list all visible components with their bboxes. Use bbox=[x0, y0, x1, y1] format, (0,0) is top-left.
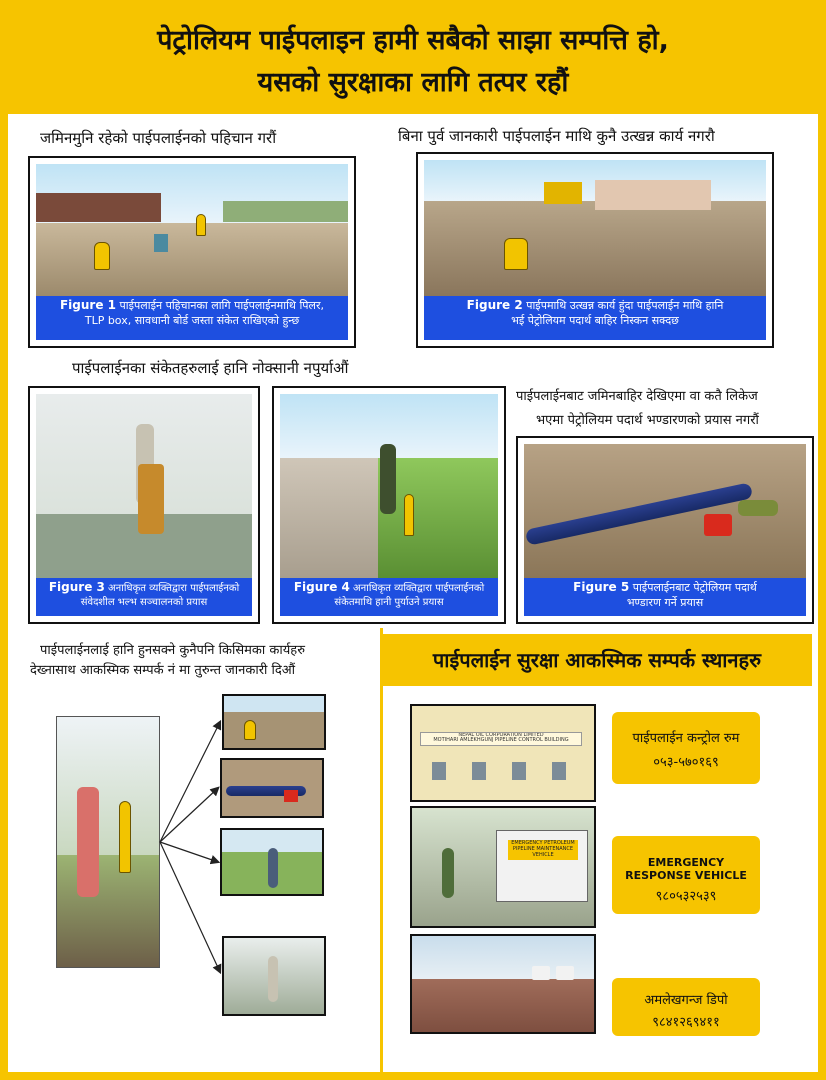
figure-2-text1: पाईपमाथि उत्खन्न कार्य हुंदा पाईपलाईन माथि हानि bbox=[526, 299, 724, 312]
contact-control-room-number: ०५३-५७०१६९ bbox=[653, 755, 719, 770]
arrow-to-excavation bbox=[160, 722, 220, 842]
header-line1: पेट्रोलियम पाईपलाइन हामी सबैको साझा सम्पत्ति हो, bbox=[157, 25, 669, 56]
arrow-to-valve bbox=[160, 842, 220, 972]
figure-3-text1: अनाधिकृत व्यक्तिद्वारा पाईपलाईनको bbox=[108, 583, 240, 594]
figure-2-label: Figure 2 bbox=[466, 298, 523, 312]
figure-3-label: Figure 3 bbox=[48, 580, 105, 594]
figure-5-text2: भण्डारण गर्ने प्रयास bbox=[626, 596, 704, 609]
contact-control-room-name: पाईपलाईन कन्ट्रोल रुम bbox=[632, 731, 740, 746]
figure-1-label: Figure 1 bbox=[59, 298, 117, 312]
caption-leak-line2: भएमा पेट्रोलियम पदार्थ भण्डारणको प्रयास नगरौं bbox=[536, 413, 759, 428]
amlekhgunj-depot-photo bbox=[410, 934, 596, 1034]
caption-protect-markers: पाईपलाईनका संकेतहरुलाई हानि नोक्सानी नपुर्याऔं bbox=[72, 359, 349, 377]
response-vehicle-photo bbox=[410, 806, 596, 928]
caption-report-line2: देख्नासाथ आकस्मिक सम्पर्क नं मा तुरुन्त जानकारी दिऔं bbox=[30, 663, 296, 678]
header-line2: यसको सुरक्षाका लागि तत्पर रहौं bbox=[257, 67, 569, 98]
building-sign-line1: NEPAL OIL CORPORATION LIMITED bbox=[458, 732, 544, 738]
figure-5-label: Figure 5 bbox=[573, 580, 630, 594]
caption-report-line1: पाईपलाईनलाई हानि हुनसक्ने कुनैपनि किसिमका कार्यहरु bbox=[40, 643, 305, 658]
contact-amlekhgunj-depot-name: अमलेखगन्ज डिपो bbox=[644, 993, 728, 1008]
contact-amlekhgunj-depot-number: ९८४१२६९४११ bbox=[652, 1015, 720, 1030]
emergency-title: पाईपलाईन सुरक्षा आकस्मिक सम्पर्क स्थानहरु bbox=[382, 634, 812, 686]
contact-response-vehicle-number: ९८०५३२५३९ bbox=[655, 889, 717, 904]
figure-4-label: Figure 4 bbox=[293, 580, 350, 594]
figure-1-text2: TLP box, सावधानी बोर्ड जस्ता संकेत राखिएको हुन्छ bbox=[84, 314, 300, 327]
contact-response-vehicle-name: EMERGENCY RESPONSE VEHICLE bbox=[625, 856, 747, 882]
caption-identify-pipeline: जमिनमुनि रहेको पाईपलाईनको पहिचान गरौं bbox=[40, 129, 277, 147]
arrow-to-marker bbox=[160, 842, 218, 862]
figure-3-text2: संवेदशील भल्भ सञ्चालनको प्रयास bbox=[80, 597, 208, 608]
figure-2-text2: भई पेट्रोलियम पदार्थ बाहिर निस्कन सक्दछ bbox=[511, 314, 679, 327]
contact-control-room bbox=[612, 712, 760, 784]
building-sign-line2: MOTIHARI AMLEKHGUNJ PIPELINE CONTROL BUILDING bbox=[433, 737, 569, 743]
figure-5-text1: पाईपलाईनबाट पेट्रोलियम पदार्थ bbox=[632, 581, 757, 594]
contact-amlekhgunj-depot bbox=[612, 978, 760, 1036]
caption-no-excavation: बिना पुर्व जानकारी पाईपलाईन माथि कुनै उत्खन्न कार्य नगरौ bbox=[398, 127, 715, 145]
figure-1-text1: पाईपलाईन पहिचानका लागि पाईपलाईनमाथि पिलर, bbox=[119, 299, 324, 312]
arrow-to-leak bbox=[160, 788, 218, 842]
vehicle-sign: EMERGENCY PETROLEUM PIPELINE MAINTENANCE VEHICLE bbox=[508, 840, 578, 860]
contact-response-vehicle bbox=[612, 836, 760, 914]
caption-leak-line1: पाईपलाईनबाट जमिनबाहिर देखिएमा वा कतै लिकेज bbox=[516, 389, 758, 404]
control-building-photo bbox=[410, 704, 596, 802]
figure-4-text1: अनाधिकृत व्यक्तिद्वारा पाईपलाईनको bbox=[353, 583, 485, 594]
figure-4-text2: संकेतमाथि हानी पुर्याउने प्रयास bbox=[334, 597, 444, 608]
